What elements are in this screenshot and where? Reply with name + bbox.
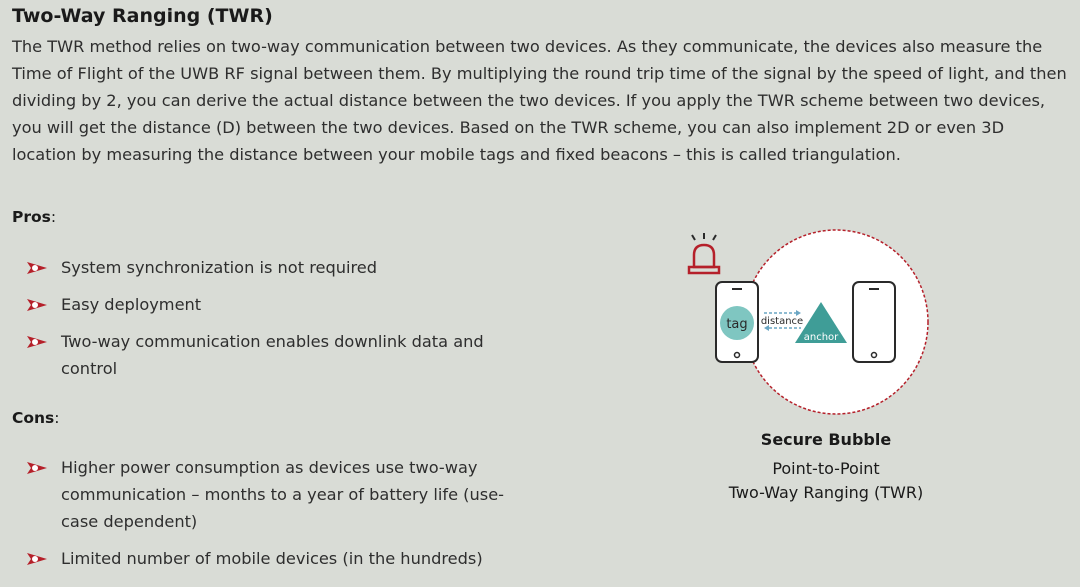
pros-heading — [12, 208, 56, 226]
anchor-label: anchor — [803, 332, 839, 343]
pros-colon: : — [50, 208, 57, 226]
diagram-caption-title: Secure Bubble — [760, 430, 892, 449]
twr-diagram — [680, 225, 940, 425]
pros-list — [26, 254, 526, 382]
list-item — [26, 545, 526, 572]
cons-label: Cons — [12, 409, 55, 427]
anchor-phone — [853, 282, 895, 362]
list-item — [26, 291, 526, 318]
list-item — [26, 254, 526, 281]
alarm-light-icon — [689, 233, 719, 273]
diagram-caption-method: Two-Way Ranging (TWR) — [728, 483, 924, 502]
pros-label: Pros — [12, 208, 51, 226]
red-arrow-bullet-icon — [26, 334, 48, 350]
cons-heading — [12, 409, 60, 427]
red-arrow-bullet-icon — [26, 260, 48, 276]
pros-item-text: Two-way communication enables downlink data and control — [61, 332, 484, 378]
section-title: Two-Way Ranging (TWR) — [12, 5, 273, 27]
pros-item-text: System synchronization is not required — [61, 258, 378, 277]
red-arrow-bullet-icon — [26, 551, 48, 567]
pros-item-text: Easy deployment — [61, 295, 202, 314]
red-arrow-bullet-icon — [26, 460, 48, 476]
distance-label: distance — [760, 316, 804, 327]
cons-item-text: Higher power consumption as devices use two-way communication – months to a year of battery life (use-case dependent) — [61, 458, 504, 531]
red-arrow-bullet-icon — [26, 297, 48, 313]
cons-colon: : — [54, 409, 60, 427]
list-item — [26, 328, 526, 382]
cons-item-text: Limited number of mobile devices (in the hundreds) — [61, 549, 483, 568]
list-item — [26, 454, 526, 535]
cons-list — [26, 454, 526, 572]
diagram-caption-subtitle: Point-to-Point — [772, 459, 880, 478]
intro-paragraph: The TWR method relies on two-way communication between two devices. As they communicate, the devices also measure the Time of Flight of the UWB RF signal between them. By multiplying the round trip time of the signal by the speed of light, and then dividing by 2, you can derive the actual distance between the two devices. If you apply the TWR scheme between two devices, you will get the distance (D) between the two devices. Based on the TWR scheme, you can also implement 2D or even 3D location by measuring the distance between your mobile tags and fixed beacons – this is called triangulation. — [12, 37, 1067, 164]
tag-label: tag — [726, 317, 748, 332]
tag-phone — [716, 282, 758, 362]
